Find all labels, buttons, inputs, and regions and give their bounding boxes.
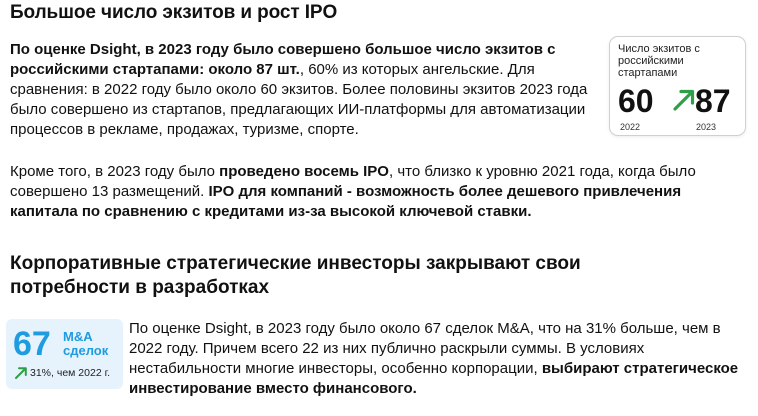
mna-change: 31%, чем 2022 г.	[30, 367, 111, 379]
exits-stat-caption: Число экзитов с российскими стартапами	[618, 43, 700, 79]
mna-stat-card	[6, 319, 123, 389]
mna-bold-1: выбирают стратегическое инвестирование вместо финансового.	[129, 360, 739, 397]
mna-text-1: По оценке Dsight, в 2023 году было около 67 сделок M&A, что на 31% больше, чем в 2022 году. Причем всего 22 из них публично раскрыли суммы. В условиях нестабильности многие инвесторы, особенно корпорации,	[129, 320, 721, 377]
section-title-exits: Большое число экзитов и рост IPO	[10, 2, 338, 23]
exits-stat-card	[609, 36, 746, 136]
year-label-2023: 2023	[696, 122, 717, 132]
exits-paragraph-bold: По оценке Dsight, в 2023 году было совершено большое число экзитов с российскими стартапами: около 87 шт.	[10, 41, 556, 78]
exits-paragraph	[10, 40, 600, 140]
section-title-corporate: Корпоративные стратегические инвесторы закрывают свои потребности в разработках	[10, 253, 581, 298]
ipo-paragraph	[10, 162, 745, 222]
ipo-text-2: , что близко к уровню 2021 года, когда было совершено 13 размещений.	[10, 163, 696, 200]
mna-paragraph	[129, 319, 749, 399]
exits-paragraph-text: , 60% из которых ангельские. Для сравнения: в 2022 году было около 60 экзитов. Более половины экзитов 2023 года было совершено из стартапов, предлагающих ИИ-платформы для автоматизации процессов в рекламе, продажах, туризме, спорте.	[10, 61, 588, 138]
mna-label: M&A сделок	[63, 329, 109, 358]
arrow-up-right-icon	[672, 88, 696, 112]
year-label-2022: 2022	[620, 122, 641, 132]
arrow-up-right-icon	[14, 366, 28, 380]
mna-value: 67	[13, 325, 51, 363]
ipo-text-1: Кроме того, в 2023 году было	[10, 163, 220, 180]
exits-value-2022: 60	[618, 83, 654, 119]
ipo-bold-2: IPO для компаний - возможность более дешевого привлечения капитала по сравнению с кредитами из-за высокой ключевой ставки.	[10, 183, 682, 220]
exits-value-2023: 87	[695, 83, 731, 119]
ipo-bold-1: проведено восемь IPO	[219, 163, 389, 180]
